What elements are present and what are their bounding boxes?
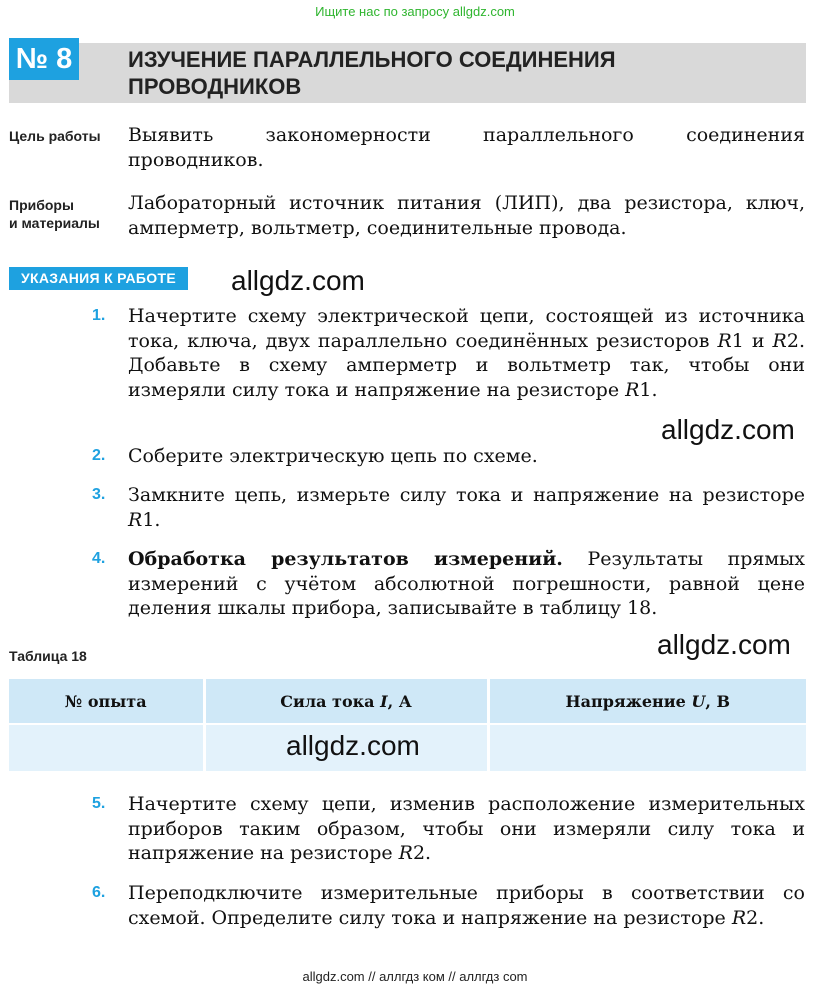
resistor-symbol: R bbox=[398, 842, 413, 864]
step-number: 5. bbox=[92, 795, 106, 812]
table-header-row bbox=[9, 679, 806, 723]
work-number-badge: № 8 bbox=[9, 38, 79, 80]
voltage-symbol: U bbox=[691, 691, 706, 711]
top-note: Ищите нас по запросу allgdz.com bbox=[315, 4, 515, 19]
resistor-index: 1 bbox=[639, 378, 652, 401]
step-text bbox=[128, 881, 805, 930]
footer: allgdz.com // аллгдз ком // аллгдз com bbox=[302, 969, 528, 984]
instructions-label: УКАЗАНИЯ К РАБОТЕ bbox=[9, 267, 188, 290]
step-number: 6. bbox=[92, 884, 106, 901]
watermark-2: allgdz.com bbox=[661, 414, 795, 445]
header-unit: , В bbox=[705, 691, 730, 711]
step-text bbox=[128, 304, 805, 402]
resistor-symbol: R bbox=[731, 906, 747, 929]
step-number: 1. bbox=[92, 307, 106, 324]
step-text-part: Начертите схему цепи, изменив расположение измерительных приборов таким образом, чтобы они измеряли силу тока и напряжение на резисторе bbox=[128, 793, 805, 864]
table-cell-trial bbox=[9, 725, 204, 771]
equipment-label bbox=[9, 196, 124, 232]
resistor-index: 1 bbox=[142, 508, 155, 531]
step-text-part: Переподключите измерительные приборы в соответствии со схемой. Определите силу тока и напряжение на резисторе bbox=[128, 882, 805, 929]
page-title: ИЗУЧЕНИЕ ПАРАЛЛЕЛЬНОГО СОЕДИНЕНИЯ ПРОВОДНИКОВ bbox=[128, 47, 616, 99]
goal-text: Выявить закономерности параллельного соединения проводников. bbox=[128, 124, 805, 171]
table-caption: Таблица 18 bbox=[9, 648, 87, 664]
resistor-index: 1 bbox=[731, 329, 744, 352]
resistor-index: 2 bbox=[746, 906, 759, 929]
goal-label: Цель работы bbox=[9, 128, 101, 144]
step-text bbox=[128, 483, 805, 532]
equipment-label-line1: Приборы bbox=[9, 197, 74, 213]
equipment-label-line2: и материалы bbox=[9, 215, 100, 231]
watermark-4: allgdz.com bbox=[286, 730, 420, 761]
step-text-part: и bbox=[743, 329, 773, 352]
step-text-part: . bbox=[425, 842, 432, 864]
resistor-index: 2 bbox=[412, 842, 426, 864]
current-symbol: I bbox=[380, 691, 388, 711]
step-text-part: . Добавьте в схему амперметр и вольтметр так, чтобы они измеряли силу тока и напряжение на резисторе bbox=[128, 329, 805, 401]
step-text: Соберите электрическую цепь по схеме. bbox=[128, 445, 538, 467]
resistor-symbol: R bbox=[717, 329, 732, 352]
step-text bbox=[128, 547, 805, 621]
table-cell-voltage bbox=[488, 725, 806, 771]
step-text bbox=[128, 792, 805, 866]
watermark-1: allgdz.com bbox=[231, 265, 365, 296]
equipment-text: Лабораторный источник питания (ЛИП), два резистора, ключ, амперметр, вольтметр, соединительные провода. bbox=[128, 192, 805, 239]
resistor-symbol: R bbox=[625, 378, 640, 401]
step-text-part: Начертите схему электрической цепи, состоящей из источника тока, ключа, двух параллельно соединённых резисторов bbox=[128, 305, 805, 352]
step-number: 2. bbox=[92, 447, 106, 464]
header-text: Напряжение bbox=[565, 691, 692, 711]
header-text: Сила тока bbox=[280, 691, 381, 711]
step-number: 4. bbox=[92, 550, 106, 567]
resistor-index: 2 bbox=[786, 329, 799, 352]
step-text-part: Замкните цепь, измерьте силу тока и напряжение на резисторе bbox=[128, 484, 805, 506]
resistor-symbol: R bbox=[128, 508, 143, 531]
table-header-current bbox=[204, 679, 488, 723]
step-bold-heading: Обработка результатов измерений. bbox=[128, 548, 563, 570]
table-header-trial: № опыта bbox=[9, 679, 204, 723]
table-header-voltage bbox=[488, 679, 806, 723]
step-text-part: . bbox=[758, 906, 765, 929]
header-unit: , А bbox=[387, 691, 412, 711]
step-text-part: . bbox=[651, 378, 658, 401]
step-text-part: . bbox=[154, 508, 161, 531]
resistor-symbol: R bbox=[772, 329, 787, 352]
watermark-3: allgdz.com bbox=[657, 629, 791, 660]
step-number: 3. bbox=[92, 486, 106, 503]
step-text-part: Результаты прямых измерений с учётом абсолютной погрешности, равной цене деления шкалы прибора, записывайте в таблицу 18. bbox=[128, 548, 805, 619]
